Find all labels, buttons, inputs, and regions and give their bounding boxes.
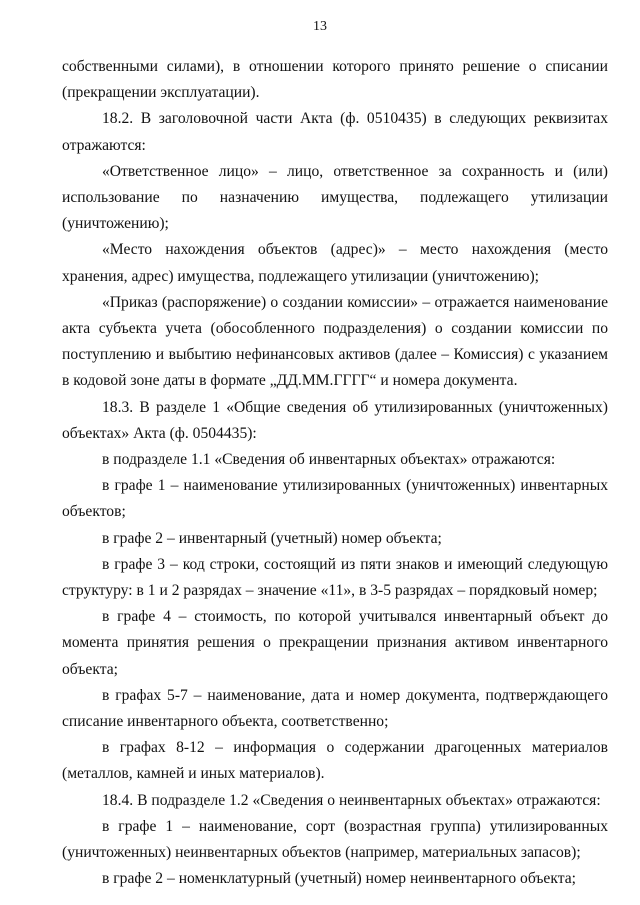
paragraph: в графе 2 – инвентарный (учетный) номер объекта;: [102, 529, 442, 547]
page-number: 13: [313, 19, 327, 34]
paragraph: 18.3. В разделе 1 «Общие сведения об утилизированных (уничтоженных) объектах» Акта (ф. 0504435):: [62, 398, 608, 442]
paragraph: в графе 4 – стоимость, по которой учитывался инвентарный объект до момента принятия решения о прекращении признания активом инвентарного объекта;: [62, 608, 608, 678]
paragraph: в графах 5-7 – наименование, дата и номер документа, подтверждающего списание инвентарного объекта, соответственно;: [62, 686, 608, 731]
paragraph: в графах 8-12 – информация о содержании драгоценных материалов (металлов, камней и иных материалов).: [62, 739, 608, 783]
paragraph: собственными силами), в отношении которого принято решение о списании (прекращении эксплуатации).: [62, 58, 608, 102]
paragraph: «Место нахождения объектов (адрес)» – место нахождения (место хранения, адрес) имущества, подлежащего утилизации (уничтожению);: [62, 241, 608, 285]
paragraph: в подразделе 1.1 «Сведения об инвентарных объектах» отражаются:: [102, 451, 556, 469]
document-body: [62, 54, 608, 893]
paragraph: в графе 1 – наименование утилизированных (уничтоженных) инвентарных объектов;: [62, 477, 608, 521]
paragraph: «Приказ (распоряжение) о создании комиссии» – отражается наименование акта субъекта учета (обособленного подразделения) о создании комиссии по поступлению и выбытию нефинансовых активов (далее – Комиссия) с указанием в кодовой зоне даты в формате „ДД.ММ.ГГГГ“ и номера документа.: [62, 293, 608, 390]
paragraph: 18.2. В заголовочной части Акта (ф. 0510435) в следующих реквизитах отражаются:: [62, 110, 608, 154]
paragraph: в графе 2 – номенклатурный (учетный) номер неинвентарного объекта;: [102, 870, 576, 888]
paragraph: в графе 1 – наименование, сорт (возрастная группа) утилизированных (уничтоженных) неинвентарных объектов (например, материальных запасов);: [62, 817, 608, 862]
paragraph: 18.4. В подразделе 1.2 «Сведения о неинвентарных объектах» отражаются:: [102, 791, 601, 809]
paragraph: «Ответственное лицо» – лицо, ответственное за сохранность и (или) использование по назначению имущества, подлежащего утилизации (уничтожению);: [62, 162, 608, 233]
paragraph: в графе 3 – код строки, состоящий из пяти знаков и имеющий следующую структуру: в 1 и 2 разрядах – значение «11», в 3-5 разрядах – порядковый номер;: [62, 555, 608, 600]
